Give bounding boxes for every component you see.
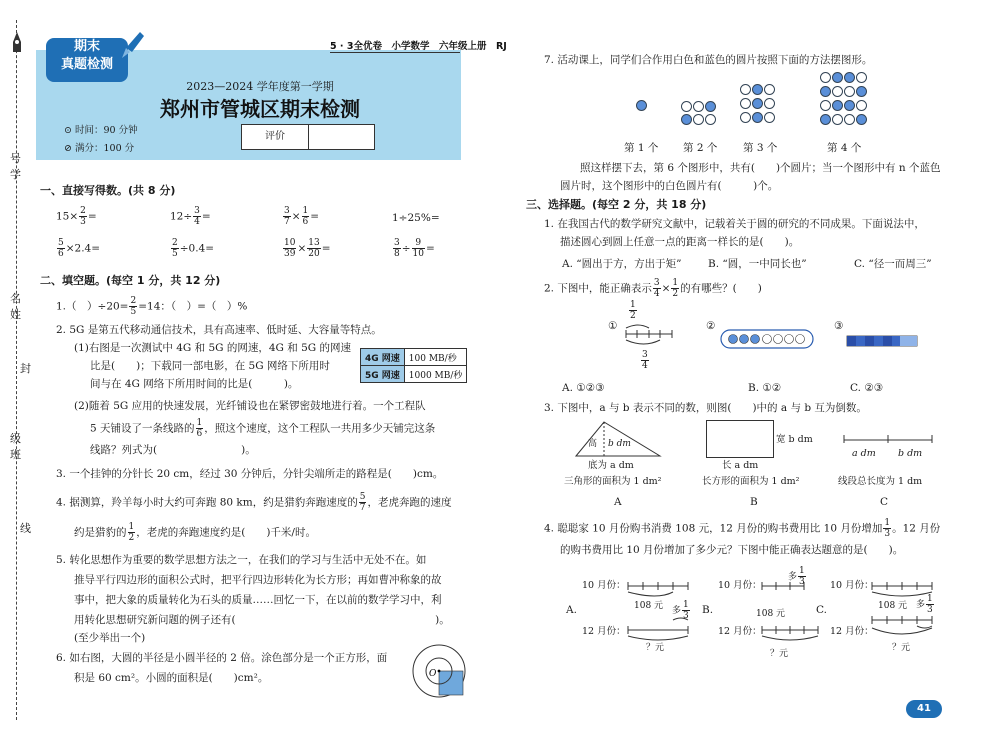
white-disc — [764, 84, 775, 95]
blue-disc — [844, 100, 855, 111]
choice-q4-letter-a: A. — [566, 604, 577, 616]
blue-disc — [636, 100, 647, 111]
binding-char: 名 — [10, 292, 21, 305]
choice-q2-option-a: A. ①②③ — [562, 382, 605, 394]
white-disc — [764, 112, 775, 123]
amount-label: 108 元 — [756, 609, 786, 619]
choice-q1-l2: 描述圆心到圆上任意一点的距离一样长的是( )。 — [560, 236, 800, 248]
blue-disc — [752, 112, 763, 123]
oct-label: 10 月份： — [830, 580, 874, 591]
white-disc — [693, 101, 704, 112]
white-disc — [820, 100, 831, 111]
white-disc — [844, 86, 855, 97]
pattern-fig3 — [740, 84, 780, 134]
page-title: 郑州市管城区期末检测 — [160, 97, 360, 121]
fill-q7-l2: 圆片时，这个图形中的白色圆片有( )个。 — [560, 180, 779, 192]
blue-disc — [752, 84, 763, 95]
school-year: 2023—2024 学年度第一学期 — [186, 80, 334, 93]
calc-item: 15× $\frac{2}{3}$ = — [56, 206, 97, 227]
evaluation-box — [241, 124, 375, 150]
choice-q1-option-a: A. “圆出于方，方出于矩” — [562, 258, 682, 270]
white-disc — [681, 101, 692, 112]
rect-area-label: 长方形的面积为 1 dm² — [702, 476, 800, 487]
blue-disc — [856, 114, 867, 125]
rect-width-label: 宽 b dm — [776, 434, 813, 445]
unknown-label: ？元 — [770, 649, 789, 659]
choice-q3-stem: 3. 下图中，a 与 b 表示不同的数，则图( )中的 a 与 b 互为倒数。 — [544, 402, 867, 414]
triangle-area-label: 三角形的面积为 1 dm² — [564, 476, 662, 487]
fill-q2-stem: 2. 5G 是第五代移动通信技术，具有高速率、低时延、大容量等特点。 — [56, 324, 382, 336]
calc-item: $\frac{2}{5}$ ÷0.4= — [172, 238, 215, 259]
exam-score: ⊘ 满分：100 分 — [64, 143, 135, 154]
white-disc — [764, 98, 775, 109]
pattern-fig1 — [636, 100, 647, 111]
rectangle-figure — [706, 420, 774, 458]
blue-disc — [752, 98, 763, 109]
fill-q5-l2: 推导平行四边形的面积公式时，把平行四边形转化为长方形；再如曹冲称象的故 — [74, 574, 442, 586]
blue-disc — [705, 101, 716, 112]
diagram-label-2: ② — [706, 320, 716, 332]
white-disc — [705, 114, 716, 125]
triangle-height-label: 高 — [588, 439, 598, 449]
calc-item: $\frac{10}{39}$ × $\frac{13}{20}$ = — [284, 238, 331, 259]
binding-dashed-line — [16, 20, 17, 720]
series-label: 5 · 3全优卷 小学数学 六年级上册 RJ — [330, 41, 507, 52]
calc-item: 12÷ $\frac{3}{4}$ = — [170, 206, 211, 227]
choice-q3-letter-b: B — [750, 496, 758, 508]
fill-q7-l1: 照这样摆下去，第 6 个图形中，共有( )个圆片；当一个图形中有 n 个蓝色 — [580, 162, 941, 174]
dec-label: 12 月份： — [582, 626, 626, 637]
fig-label: 第 4 个 — [827, 142, 862, 154]
pattern-fig2 — [681, 101, 721, 131]
choice-q1-option-b: B. “圆，一中同长也” — [708, 258, 807, 270]
oval-discs-diagram — [720, 328, 814, 350]
section3-heading: 三、选择题。(每空 2 分，共 18 分) — [526, 198, 707, 211]
binding-char: 线 — [20, 522, 31, 535]
bottom-fraction: $\frac{3}{4}$ — [642, 350, 648, 371]
choice-q4-letter-c: C. — [816, 604, 827, 616]
white-disc — [740, 112, 751, 123]
binding-char: 学 — [10, 168, 21, 181]
white-disc — [856, 100, 867, 111]
choice-q3-letter-a: A — [614, 496, 622, 508]
bar-diagram — [846, 334, 918, 348]
oct-label: 10 月份： — [718, 580, 762, 591]
clock-icon: ⊙ — [64, 125, 75, 136]
table-row: 4G 网速 100 MB/秒 — [361, 349, 467, 366]
center-label: O — [429, 669, 437, 679]
section1-heading: 一、直接写得数。(共 8 分) — [40, 184, 176, 197]
badge-line2: 真题检测 — [60, 57, 113, 72]
blue-disc — [832, 72, 843, 83]
circle-square-figure — [410, 642, 468, 700]
exam-badge — [46, 38, 128, 82]
binding-char: 封 — [20, 362, 31, 375]
top-fraction: $\frac{1}{2}$ — [630, 300, 636, 321]
binding-margin — [0, 0, 34, 740]
choice-q4-l1: 4. 聪聪家 10 月份购书消费 108 元，12 月份的购书费用比 10 月份增加 $\frac{1}{3}$ 。12 月份 — [544, 518, 941, 539]
fill-q5-l5: (至少举出一个) — [74, 632, 146, 644]
blue-disc — [820, 114, 831, 125]
series-divider — [330, 52, 460, 53]
diagram-label-1: ① — [608, 320, 618, 332]
badge-line1: 期末 — [73, 39, 100, 54]
fill-q7-stem: 7. 活动课上，同学们合作用白色和蓝色的圆片按照下面的方法摆图形。 — [544, 54, 873, 66]
unknown-label: ？元 — [646, 643, 665, 653]
choice-q4-l2: 的购书费用比 10 月份增加了多少元？下图中能正确表达题意的是( )。 — [560, 544, 904, 556]
fill-q2-p1c: 间与在 4G 网络下所用时间的比是( )。 — [90, 378, 299, 390]
fig-label: 第 2 个 — [683, 142, 718, 154]
fill-q2-p2c: 线路？列式为( )。 — [90, 444, 256, 456]
choice-q1-option-c: C. “径一而周三” — [854, 258, 932, 270]
oct-label: 10 月份： — [582, 580, 626, 591]
segment-total-label: 线段总长度为 1 dm — [838, 476, 923, 487]
section2-heading: 二、填空题。(每空 1 分，共 12 分) — [40, 274, 221, 287]
fig-label: 第 3 个 — [743, 142, 778, 154]
segment-figure — [842, 430, 934, 444]
diagram-label-3: ③ — [834, 320, 844, 332]
triangle-base-label: 底为 a dm — [588, 460, 634, 471]
white-disc — [832, 86, 843, 97]
fill-q1: 1.（ ）÷20= $\frac{2}{5}$ =14：（ ）=（ ）% — [56, 296, 248, 317]
fill-q3: 3. 一个挂钟的分针长 20 cm，经过 30 分钟后，分针尖端所走的路程是( )cm。 — [56, 468, 444, 480]
rocket-icon — [10, 30, 24, 60]
binding-char: 班 — [10, 448, 21, 461]
dec-label: 12 月份： — [718, 626, 762, 637]
exam-time: ⊙ 时间：90 分钟 — [64, 125, 138, 136]
blue-disc — [820, 86, 831, 97]
fig-label: 第 1 个 — [624, 142, 659, 154]
choice-q2-option-b: B. ①② — [748, 382, 782, 394]
fill-q5-l4: 用转化思想研究新问题的例子还有( )。 — [74, 614, 450, 626]
white-disc — [844, 114, 855, 125]
network-speed-table — [360, 348, 467, 383]
choice-q2-option-c: C. ②③ — [850, 382, 884, 394]
fraction-line-diagram — [624, 296, 674, 376]
amount-label: 108 元 — [634, 601, 664, 611]
white-disc — [693, 114, 704, 125]
calc-item: $\frac{3}{8}$ ÷ $\frac{9}{10}$ = — [394, 238, 435, 259]
blue-disc — [681, 114, 692, 125]
choice-q2-stem: 2. 下图中，能正确表示 $\frac{3}{4}$ × $\frac{1}{2}$ 的有哪些？( ) — [544, 278, 762, 299]
more-label: 多 $\frac{1}{3}$ — [916, 594, 933, 615]
fill-q2-p2a: (2)随着 5G 应用的快速发展，光纤铺设也在紧锣密鼓地进行着。一个工程队 — [74, 400, 426, 412]
fill-q5-l3: 事中，把大象的质量转化为石头的质量……回忆一下，在以前的数学学习中，利 — [74, 594, 442, 606]
page-number: 41 — [906, 700, 942, 718]
evaluation-label: 评价 — [242, 125, 309, 149]
fill-q2-p1a: (1)右图是一次测试中 4G 和 5G 的网速，4G 和 5G 的网速 — [74, 342, 352, 354]
fill-q5-l1: 5. 转化思想作为重要的数学思想方法之一，在我们的学习与生活中无处不在。如 — [56, 554, 427, 566]
pattern-fig4 — [820, 72, 870, 132]
rect-length-label: 长 a dm — [722, 460, 759, 471]
amount-label: 108 元 — [878, 601, 908, 611]
white-disc — [832, 114, 843, 125]
fill-q2-p2b: 5 天铺设了一条线路的 $\frac{1}{6}$ ，照这个速度，这个工程队一共用多少天铺完这条 — [90, 418, 436, 439]
binding-char: 姓 — [10, 308, 21, 321]
white-disc — [740, 84, 751, 95]
dec-label: 12 月份： — [830, 626, 874, 637]
rocket-icon — [120, 30, 146, 60]
calc-item: $\frac{3}{7}$ × $\frac{1}{6}$ = — [284, 206, 320, 227]
blue-disc — [844, 72, 855, 83]
more-label: 多 $\frac{1}{3}$ — [788, 566, 805, 587]
calc-item: $\frac{5}{6}$ ×2.4= — [58, 238, 101, 259]
choice-q4-letter-b: B. — [702, 604, 714, 616]
white-disc — [856, 72, 867, 83]
table-row: 5G 网速 1000 MB/秒 — [361, 366, 467, 383]
triangle-b-label: b dm — [608, 439, 631, 449]
white-disc — [820, 72, 831, 83]
blue-disc — [856, 86, 867, 97]
segment-a-label: a dm — [852, 448, 876, 459]
choice-q3-letter-c: C — [880, 496, 889, 508]
unknown-label: ？元 — [892, 643, 911, 653]
binding-char: 级 — [10, 432, 21, 445]
calc-item: 1÷25%= — [392, 212, 440, 224]
white-disc — [740, 98, 751, 109]
fill-q6-l1: 6. 如右图，大圆的半径是小圆半径的 2 倍。涂色部分是一个正方形，面 — [56, 652, 388, 664]
fill-q2-p1b: 比是( )；下载同一部电影，在 5G 网络下所用时 — [90, 360, 330, 372]
fill-q4-b: 约是猎豹的 $\frac{1}{2}$ ，老虎的奔跑速度约是( )千米/时。 — [74, 522, 316, 543]
blue-disc — [832, 100, 843, 111]
segment-b-label: b dm — [898, 448, 923, 459]
choice-q1-l1: 1. 在我国古代的数学研究文献中，记载着关于圆的研究的不同成果。下面说法中， — [544, 218, 925, 230]
segment-line — [624, 320, 674, 348]
fill-q4-a: 4. 据测算，羚羊每小时大约可奔跑 80 km，约是猎豹奔跑速度的 $\frac{5}{7}$ ，老虎奔跑的速度 — [56, 492, 452, 513]
check-circle-icon: ⊘ — [64, 143, 75, 154]
binding-char: 号 — [10, 152, 21, 165]
more-label: 多 $\frac{1}{3}$ — [672, 600, 689, 621]
fill-q6-l2: 积是 60 cm²。小圆的面积是( )cm²。 — [74, 672, 269, 684]
